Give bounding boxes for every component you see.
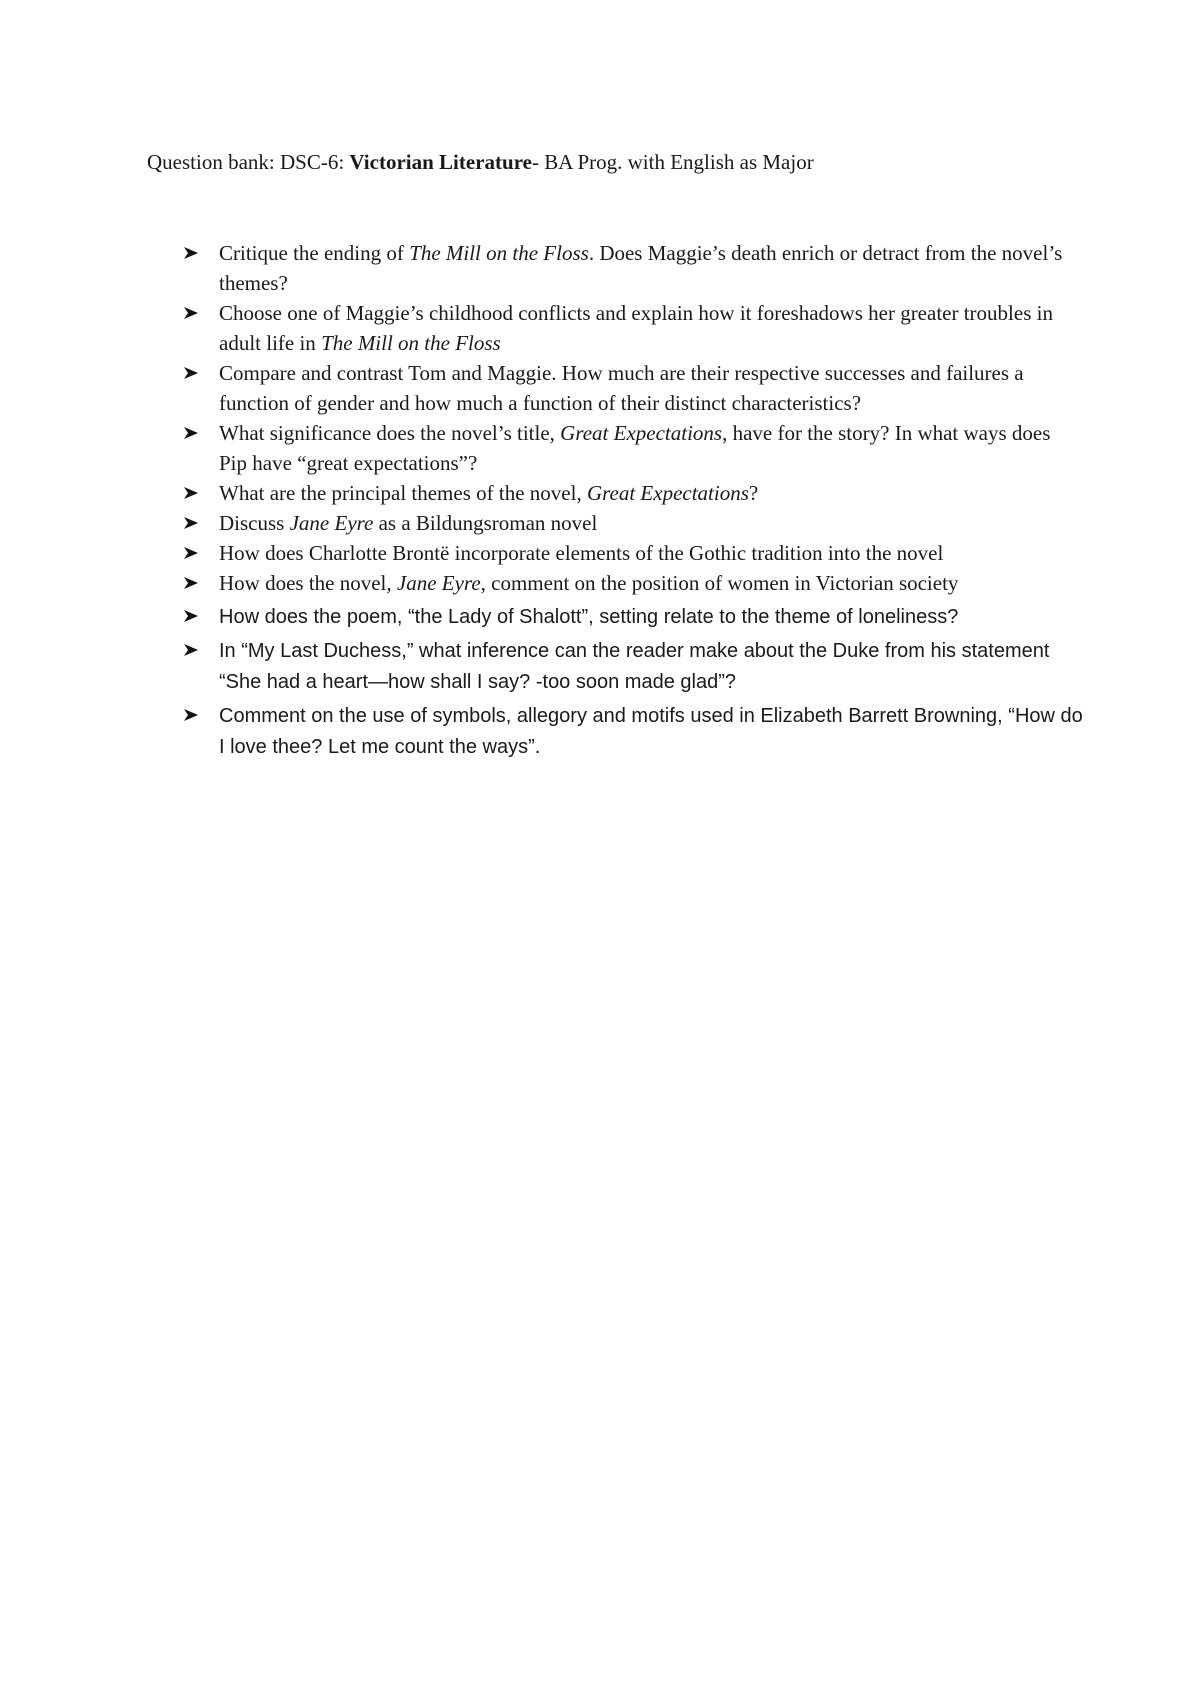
arrowhead-bullet-icon (183, 358, 205, 388)
arrowhead-bullet-icon (183, 238, 205, 268)
list-item (183, 358, 1083, 418)
question-text: Choose one of Maggie’s childhood conflicts and explain how it foreshadows her greater troubles in adult life in The Mill on the Floss (219, 301, 1053, 355)
question-text: How does the poem, “the Lady of Shalott”, setting relate to the theme of loneliness? (219, 606, 959, 628)
arrowhead-bullet-icon (183, 568, 205, 598)
question-text: Comment on the use of symbols, allegory and motifs used in Elizabeth Barrett Browning, “How do I love thee? Let me count the ways”. (219, 705, 1083, 758)
arrowhead-bullet-icon (183, 601, 205, 631)
question-text: Compare and contrast Tom and Maggie. How much are their respective successes and failures a function of gender and how much a function of their distinct characteristics? (219, 361, 1024, 415)
course-title: Victorian Literature (349, 150, 532, 174)
arrowhead-bullet-icon (183, 298, 205, 328)
question-text: How does the novel, Jane Eyre, comment on the position of women in Victorian society (219, 571, 959, 595)
question-text: Discuss Jane Eyre as a Bildungsroman novel (219, 511, 598, 535)
arrowhead-bullet-icon (183, 538, 205, 568)
title-suffix: - BA Prog. with English as Major (531, 150, 814, 174)
list-item (183, 601, 1083, 632)
page-title (147, 147, 814, 177)
question-text: How does Charlotte Brontë incorporate elements of the Gothic tradition into the novel (219, 541, 944, 565)
list-item (183, 538, 1083, 568)
question-list (183, 238, 1083, 762)
list-item (183, 508, 1083, 538)
list-item (183, 238, 1083, 298)
list-item (183, 298, 1083, 358)
question-text: What significance does the novel’s title, Great Expectations, have for the story? In what ways does Pip have “great expectations”? (219, 421, 1051, 475)
arrowhead-bullet-icon (183, 508, 205, 538)
arrowhead-bullet-icon (183, 478, 205, 508)
arrowhead-bullet-icon (183, 418, 205, 448)
list-item (183, 418, 1083, 478)
list-item (183, 635, 1083, 697)
question-text: Critique the ending of The Mill on the Floss. Does Maggie’s death enrich or detract from the novel’s themes? (219, 241, 1063, 295)
list-item (183, 700, 1083, 762)
title-prefix: Question bank: DSC-6: (147, 150, 350, 174)
question-text: In “My Last Duchess,” what inference can the reader make about the Duke from his statement “She had a heart—how shall I say? -too soon made glad”? (219, 640, 1050, 693)
list-item (183, 568, 1083, 598)
question-text: What are the principal themes of the novel, Great Expectations? (219, 481, 759, 505)
arrowhead-bullet-icon (183, 635, 205, 665)
list-item (183, 478, 1083, 508)
arrowhead-bullet-icon (183, 700, 205, 730)
